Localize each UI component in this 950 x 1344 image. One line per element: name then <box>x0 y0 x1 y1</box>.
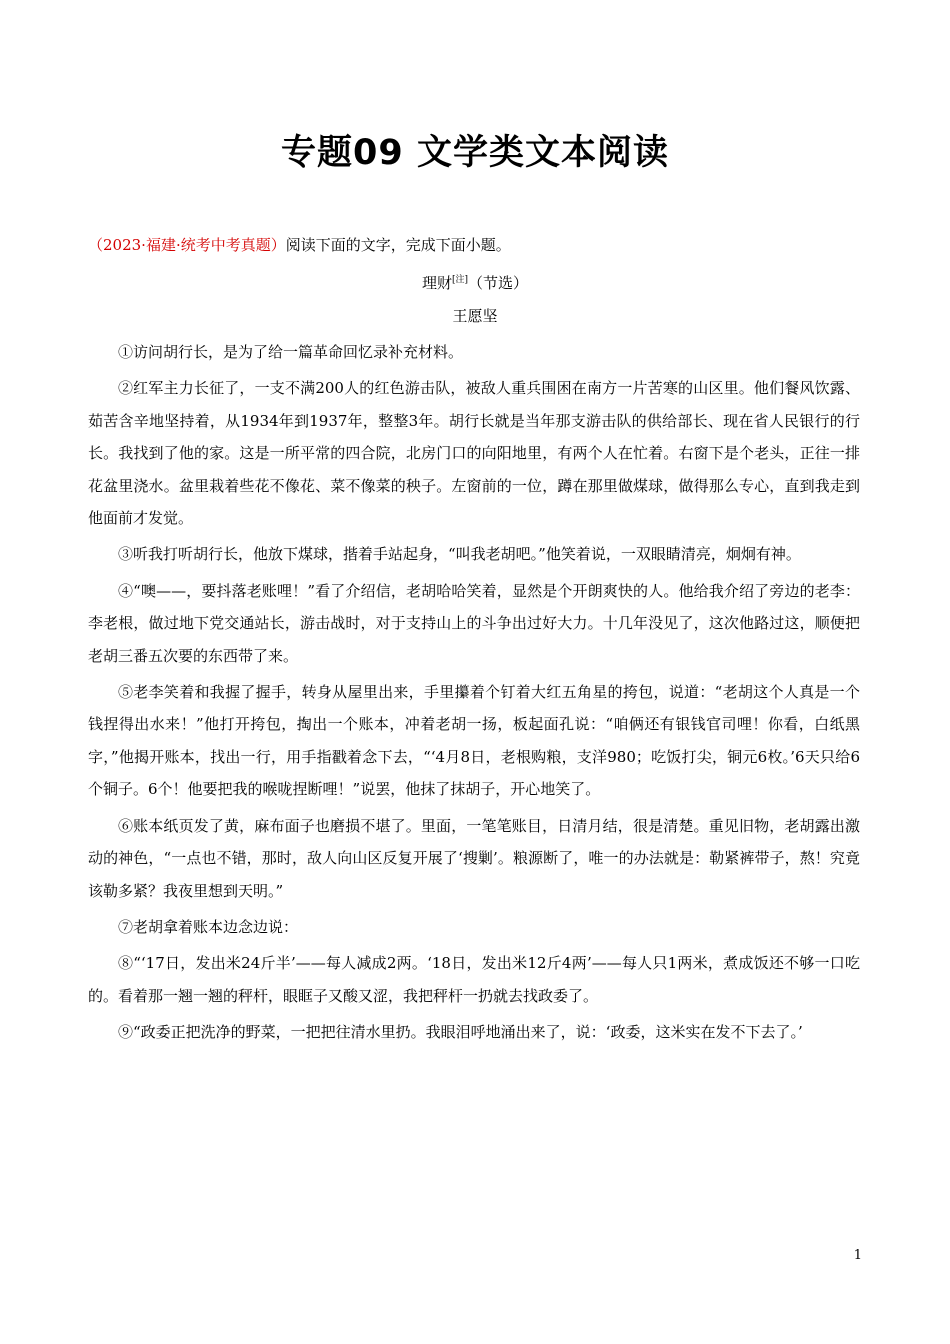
article-author: 王愿坚 <box>452 307 498 325</box>
page-title: 专题09 文学类文本阅读 <box>281 133 669 173</box>
paragraph-4: ④“噢——，要抖落老账哩！”看了介绍信，老胡哈哈笑着，显然是个开朗爽快的人。他给我介绍了旁边的老李：李老根，做过地下党交通站长，游击战时，对于支持山上的斗争出过好大力。十几年没见了，这次他路过这，顺便把老胡三番五次要的东西带了来。 <box>88 581 860 665</box>
article-body <box>88 336 860 1053</box>
footnote-marker[interactable]: [注] <box>451 275 469 285</box>
article-title-text: 理财 <box>421 274 452 292</box>
article-subtitle: （节选） <box>468 274 529 292</box>
article-title <box>0 268 950 295</box>
paragraph-5: ⑤老李笑着和我握了握手，转身从屋里出来，手里攥着个钉着大红五角星的挎包，说道：“老胡这个人真是一个钱捏得出水来！”他打开挎包，掏出一个账本，冲着老胡一扬，板起面孔说：“咱俩还有银钱官司哩！你看，白纸黑字，”他揭开账本，找出一行，用手指戳着念下去，“‘4月8日，老根购粮，支洋980；吃饭打尖，铜元6枚。’6天只给6个铜子。6个！他要把我的喉咙捏断哩！”说罢，他抹了抹胡子，开心地笑了。 <box>88 683 860 799</box>
paragraph-3: ③听我打听胡行长，他放下煤球，揩着手站起身，“叫我老胡吧。”他笑着说，一双眼睛清亮，炯炯有神。 <box>118 545 801 564</box>
paragraph-2: ②红军主力长征了，一支不满200人的红色游击队，被敌人重兵围困在南方一片苦寒的山区里。他们餐风饮露、茹苦含辛地坚持着，从1934年到1937年，整整3年。胡行长就是当年那支游击队的供给部长、现在省人民银行的行长。我找到了他的家。这是一所平常的四合院，北房门口的向阳地里，有两个人在忙着。右窗下是个老头，正往一排花盆里浇水。盆里栽着些花不像花、菜不像菜的秧子。左窗前的一位，蹲在那里做煤球，做得那么专心，直到我走到他面前才发觉。 <box>88 379 860 528</box>
exam-source: （2023·福建·统考中考真题） <box>88 236 286 254</box>
question-intro <box>88 233 511 257</box>
paragraph-8: ⑧“‘17日，发出米24斤半’——每人减成2两。‘18日，发出米12斤4两’——每人只1两米，煮成饭还不够一口吃的。看着那一翘一翘的秤杆，眼眶子又酸又涩，我把秤杆一扔就去找政委了。 <box>88 954 860 1005</box>
paragraph-1: ①访问胡行长，是为了给一篇革命回忆录补充材料。 <box>118 343 464 361</box>
paragraph-7: ⑦老胡拿着账本边念边说： <box>118 917 299 936</box>
paragraph-6: ⑥账本纸页发了黄，麻布面子也磨损不堪了。里面，一笔笔账目，日清月结，很是清楚。重见旧物，老胡露出激动的神色，“一点也不错，那时，敌人向山区反复开展了‘搜剿’。粮源断了，唯一的办法就是：勒紧裤带子，熬！究竟该勒多紧？我夜里想到天明。” <box>88 816 860 900</box>
paragraph-9: ⑨“政委正把洗净的野菜，一把把往清水里扔。我眼泪呼地涌出来了，说：‘政委，这米实在发不下去了。’ <box>118 1023 803 1042</box>
page-number: 1 <box>853 1248 862 1263</box>
instruction-text: 阅读下面的文字，完成下面小题。 <box>285 236 511 254</box>
